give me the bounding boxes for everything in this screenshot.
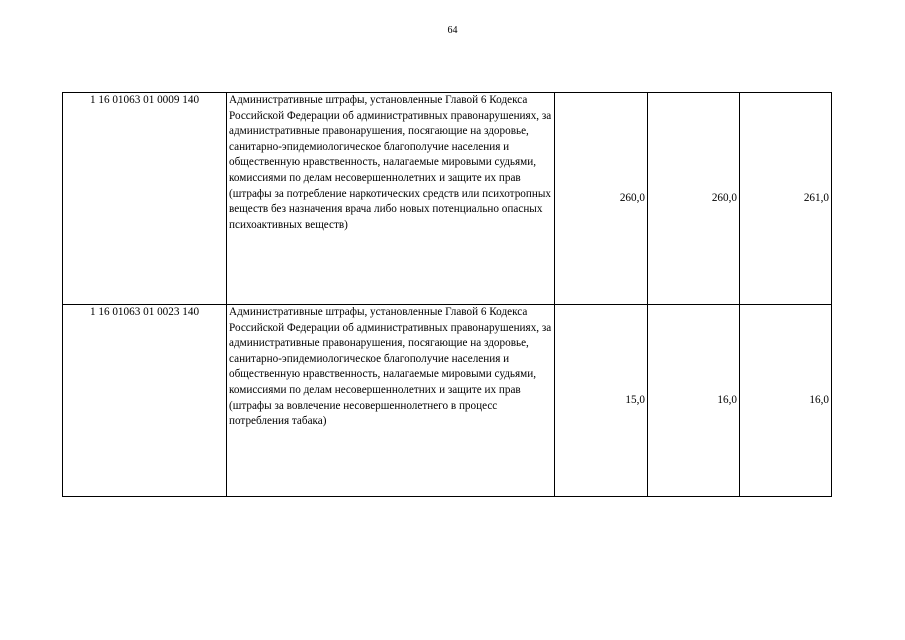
value-cell-year-2: 16,0 — [648, 305, 740, 497]
budget-code-cell: 1 16 01063 01 0009 140 — [63, 93, 227, 305]
value-cell-year-1: 15,0 — [555, 305, 648, 497]
budget-table — [62, 92, 832, 497]
value-cell-year-3: 16,0 — [740, 305, 832, 497]
value-cell-year-1: 260,0 — [555, 93, 648, 305]
value-cell-year-2: 260,0 — [648, 93, 740, 305]
table-row — [63, 93, 832, 305]
description-cell: Административные штрафы, установленные Главой 6 Кодекса Российской Федерации об административных правонарушениях, за административные правонарушения, посягающие на здоровье, санитарно-эпидемиологическое благополучие населения и общественную нравственность, налагаемые мировыми судьями, комиссиями по делам несовершеннолетних и защите их прав (штрафы за потребление наркотических средств или психотропных веществ без назначения врача либо новых потенциально опасных психоактивных веществ) — [227, 93, 555, 305]
budget-code-cell: 1 16 01063 01 0023 140 — [63, 305, 227, 497]
description-cell: Административные штрафы, установленные Главой 6 Кодекса Российской Федерации об административных правонарушениях, за административные правонарушения, посягающие на здоровье, санитарно-эпидемиологическое благополучие населения и общественную нравственность, налагаемые мировыми судьями, комиссиями по делам несовершеннолетних и защите их прав (штрафы за вовлечение несовершеннолетнего в процесс потребления табака) — [227, 305, 555, 497]
table-row — [63, 305, 832, 497]
page-number: 64 — [447, 25, 458, 36]
value-cell-year-3: 261,0 — [740, 93, 832, 305]
